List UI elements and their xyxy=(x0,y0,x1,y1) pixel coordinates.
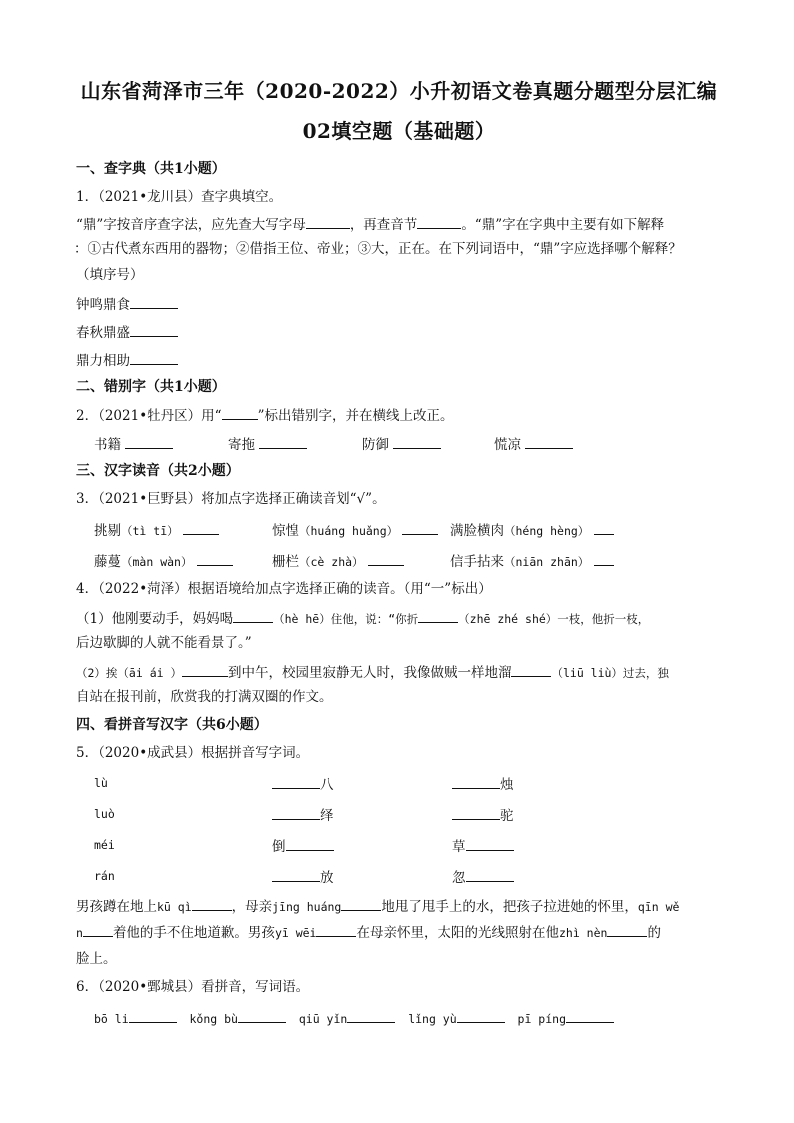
section-heading-3: 三、汉字读音（共2小题） xyxy=(76,463,240,479)
question-1-text-2: ：①古代煮东西用的器物；②借指王位、帝业；③大，正在。在下列词语中，“鼎”字应选择哪个解释？ xyxy=(74,241,682,257)
answer-blank[interactable] xyxy=(347,1008,395,1023)
answer-blank[interactable] xyxy=(83,922,113,937)
pinyin-choice: 满脸横肉（héng hèng） xyxy=(450,520,614,540)
fill-word: 草 xyxy=(452,836,514,856)
answer-blank[interactable] xyxy=(607,922,647,937)
answer-blank[interactable] xyxy=(130,294,178,309)
question-1-text-3: （填序号） xyxy=(76,267,144,283)
answer-blank[interactable] xyxy=(129,1008,177,1023)
pinyin-label: rán xyxy=(94,869,115,883)
answer-blank[interactable] xyxy=(525,434,573,449)
document-subtitle: 02填空题（基础题） xyxy=(302,119,496,143)
fill-word: 八 xyxy=(272,774,334,794)
word-item: 寄拖 xyxy=(228,434,307,454)
answer-blank[interactable] xyxy=(418,608,458,623)
answer-blank[interactable] xyxy=(182,662,228,677)
answer-blank[interactable] xyxy=(259,434,307,449)
question-4-part-1-cont: 后边歇脚的人就不能看景了。” xyxy=(76,635,252,651)
paragraph-line-1: 男孩蹲在地上kū qì ，母亲jīng huáng 地甩了甩手上的水，把孩子拉进她的怀里，qīn wě xyxy=(76,896,679,916)
answer-blank[interactable] xyxy=(417,214,461,229)
section-heading-2: 二、错别字（共1小题） xyxy=(76,379,226,395)
answer-blank[interactable] xyxy=(125,434,173,449)
answer-blank[interactable] xyxy=(272,774,320,789)
answer-blank[interactable] xyxy=(192,896,232,911)
question-3-stem: 3．（2021•巨野县）将加点字选择正确读音划“√”。 xyxy=(76,491,386,507)
pinyin-choice: 惊惶（huáng huǎng） xyxy=(272,520,438,540)
word-item: 春秋鼎盛 xyxy=(76,322,178,342)
answer-blank[interactable] xyxy=(402,520,438,535)
question-4-part-2: （2）挨（āi ái ） 到中午，校园里寂静无人时，我像做贼一样地溜 （liū liù）过去，独 xyxy=(76,662,669,682)
answer-blank[interactable] xyxy=(594,551,614,566)
answer-blank[interactable] xyxy=(566,1008,614,1023)
answer-blank[interactable] xyxy=(393,434,441,449)
word-item: 书籍 xyxy=(94,434,173,454)
pinyin-label: méi xyxy=(94,838,115,852)
word-item: 慌凉 xyxy=(494,434,573,454)
fill-word: 绎 xyxy=(272,805,334,825)
answer-blank[interactable] xyxy=(286,836,334,851)
section-heading-1: 一、查字典（共1小题） xyxy=(76,161,226,177)
paragraph-line-3: 脸上。 xyxy=(76,951,117,967)
question-1-text: “鼎”字按音序查字法，应先查大写字母 ，再查音节 。“鼎”字在字典中主要有如下解释 xyxy=(76,214,664,234)
word-item: 鼎力相助 xyxy=(76,350,178,370)
pinyin-choice: 栅栏（cè zhà） xyxy=(272,551,404,571)
question-4-part-1: （1）他刚要动手，妈妈喝 （hè hē）住他，说：“你折 （zhē zhé shé）一枝，他折一枝， xyxy=(76,608,649,628)
fill-word: 忽 xyxy=(452,867,514,887)
answer-blank[interactable] xyxy=(466,867,514,882)
document-title: 山东省菏泽市三年（2020-2022）小升初语文卷真题分题型分层汇编 xyxy=(80,79,718,103)
answer-blank[interactable] xyxy=(130,350,178,365)
section-heading-4: 四、看拼音写汉字（共6小题） xyxy=(76,717,268,733)
answer-blank[interactable] xyxy=(316,922,356,937)
question-6-items: bō li kǒng bù qiū yǐn lǐng yù pī píng xyxy=(94,1008,614,1028)
question-5-stem: 5．（2020•成武县）根据拼音写字词。 xyxy=(76,745,310,761)
pinyin-choice: 挑剔（tì tī） xyxy=(94,520,219,540)
question-1-stem: 1．（2021•龙川县）查字典填空。 xyxy=(76,189,283,205)
pinyin-choice: 信手拈来（niān zhān） xyxy=(450,551,614,571)
question-6-stem: 6．（2020•鄄城县）看拼音，写词语。 xyxy=(76,979,310,995)
answer-blank[interactable] xyxy=(594,520,614,535)
answer-blank[interactable] xyxy=(466,836,514,851)
pinyin-label: lù xyxy=(94,776,108,790)
answer-blank[interactable] xyxy=(238,1008,286,1023)
answer-blank[interactable] xyxy=(511,662,551,677)
question-4-stem: 4．（2022•菏泽）根据语境给加点字选择正确的读音。（用“一”标出） xyxy=(76,581,492,597)
answer-blank[interactable] xyxy=(233,608,273,623)
answer-blank[interactable] xyxy=(452,774,500,789)
question-2-stem: 2．（2021•牡丹区）用“ ”标出错别字，并在横线上改正。 xyxy=(76,405,453,425)
answer-blank[interactable] xyxy=(341,896,381,911)
pinyin-label: luò xyxy=(94,807,115,821)
question-4-part-2-cont: 自站在报刊前，欣赏我的打满双圈的作文。 xyxy=(76,689,333,705)
answer-blank[interactable] xyxy=(130,322,178,337)
answer-blank[interactable] xyxy=(457,1008,505,1023)
answer-blank[interactable] xyxy=(368,551,404,566)
pinyin-choice: 藤蔓（màn wàn） xyxy=(94,551,233,571)
answer-blank[interactable] xyxy=(452,805,500,820)
answer-blank[interactable] xyxy=(197,551,233,566)
word-item: 防御 xyxy=(362,434,441,454)
answer-blank[interactable] xyxy=(306,214,350,229)
answer-blank[interactable] xyxy=(272,867,320,882)
answer-blank[interactable] xyxy=(272,805,320,820)
fill-word: 驼 xyxy=(452,805,514,825)
answer-blank[interactable] xyxy=(222,405,258,420)
fill-word: 放 xyxy=(272,867,334,887)
word-item: 钟鸣鼎食 xyxy=(76,294,178,314)
paragraph-line-2: n 着他的手不住地道歉。男孩yī wēi 在母亲怀里，太阳的光线照射在他zhì nèn 的 xyxy=(76,922,661,942)
fill-word: 倒 xyxy=(272,836,334,856)
answer-blank[interactable] xyxy=(183,520,219,535)
fill-word: 烛 xyxy=(452,774,514,794)
